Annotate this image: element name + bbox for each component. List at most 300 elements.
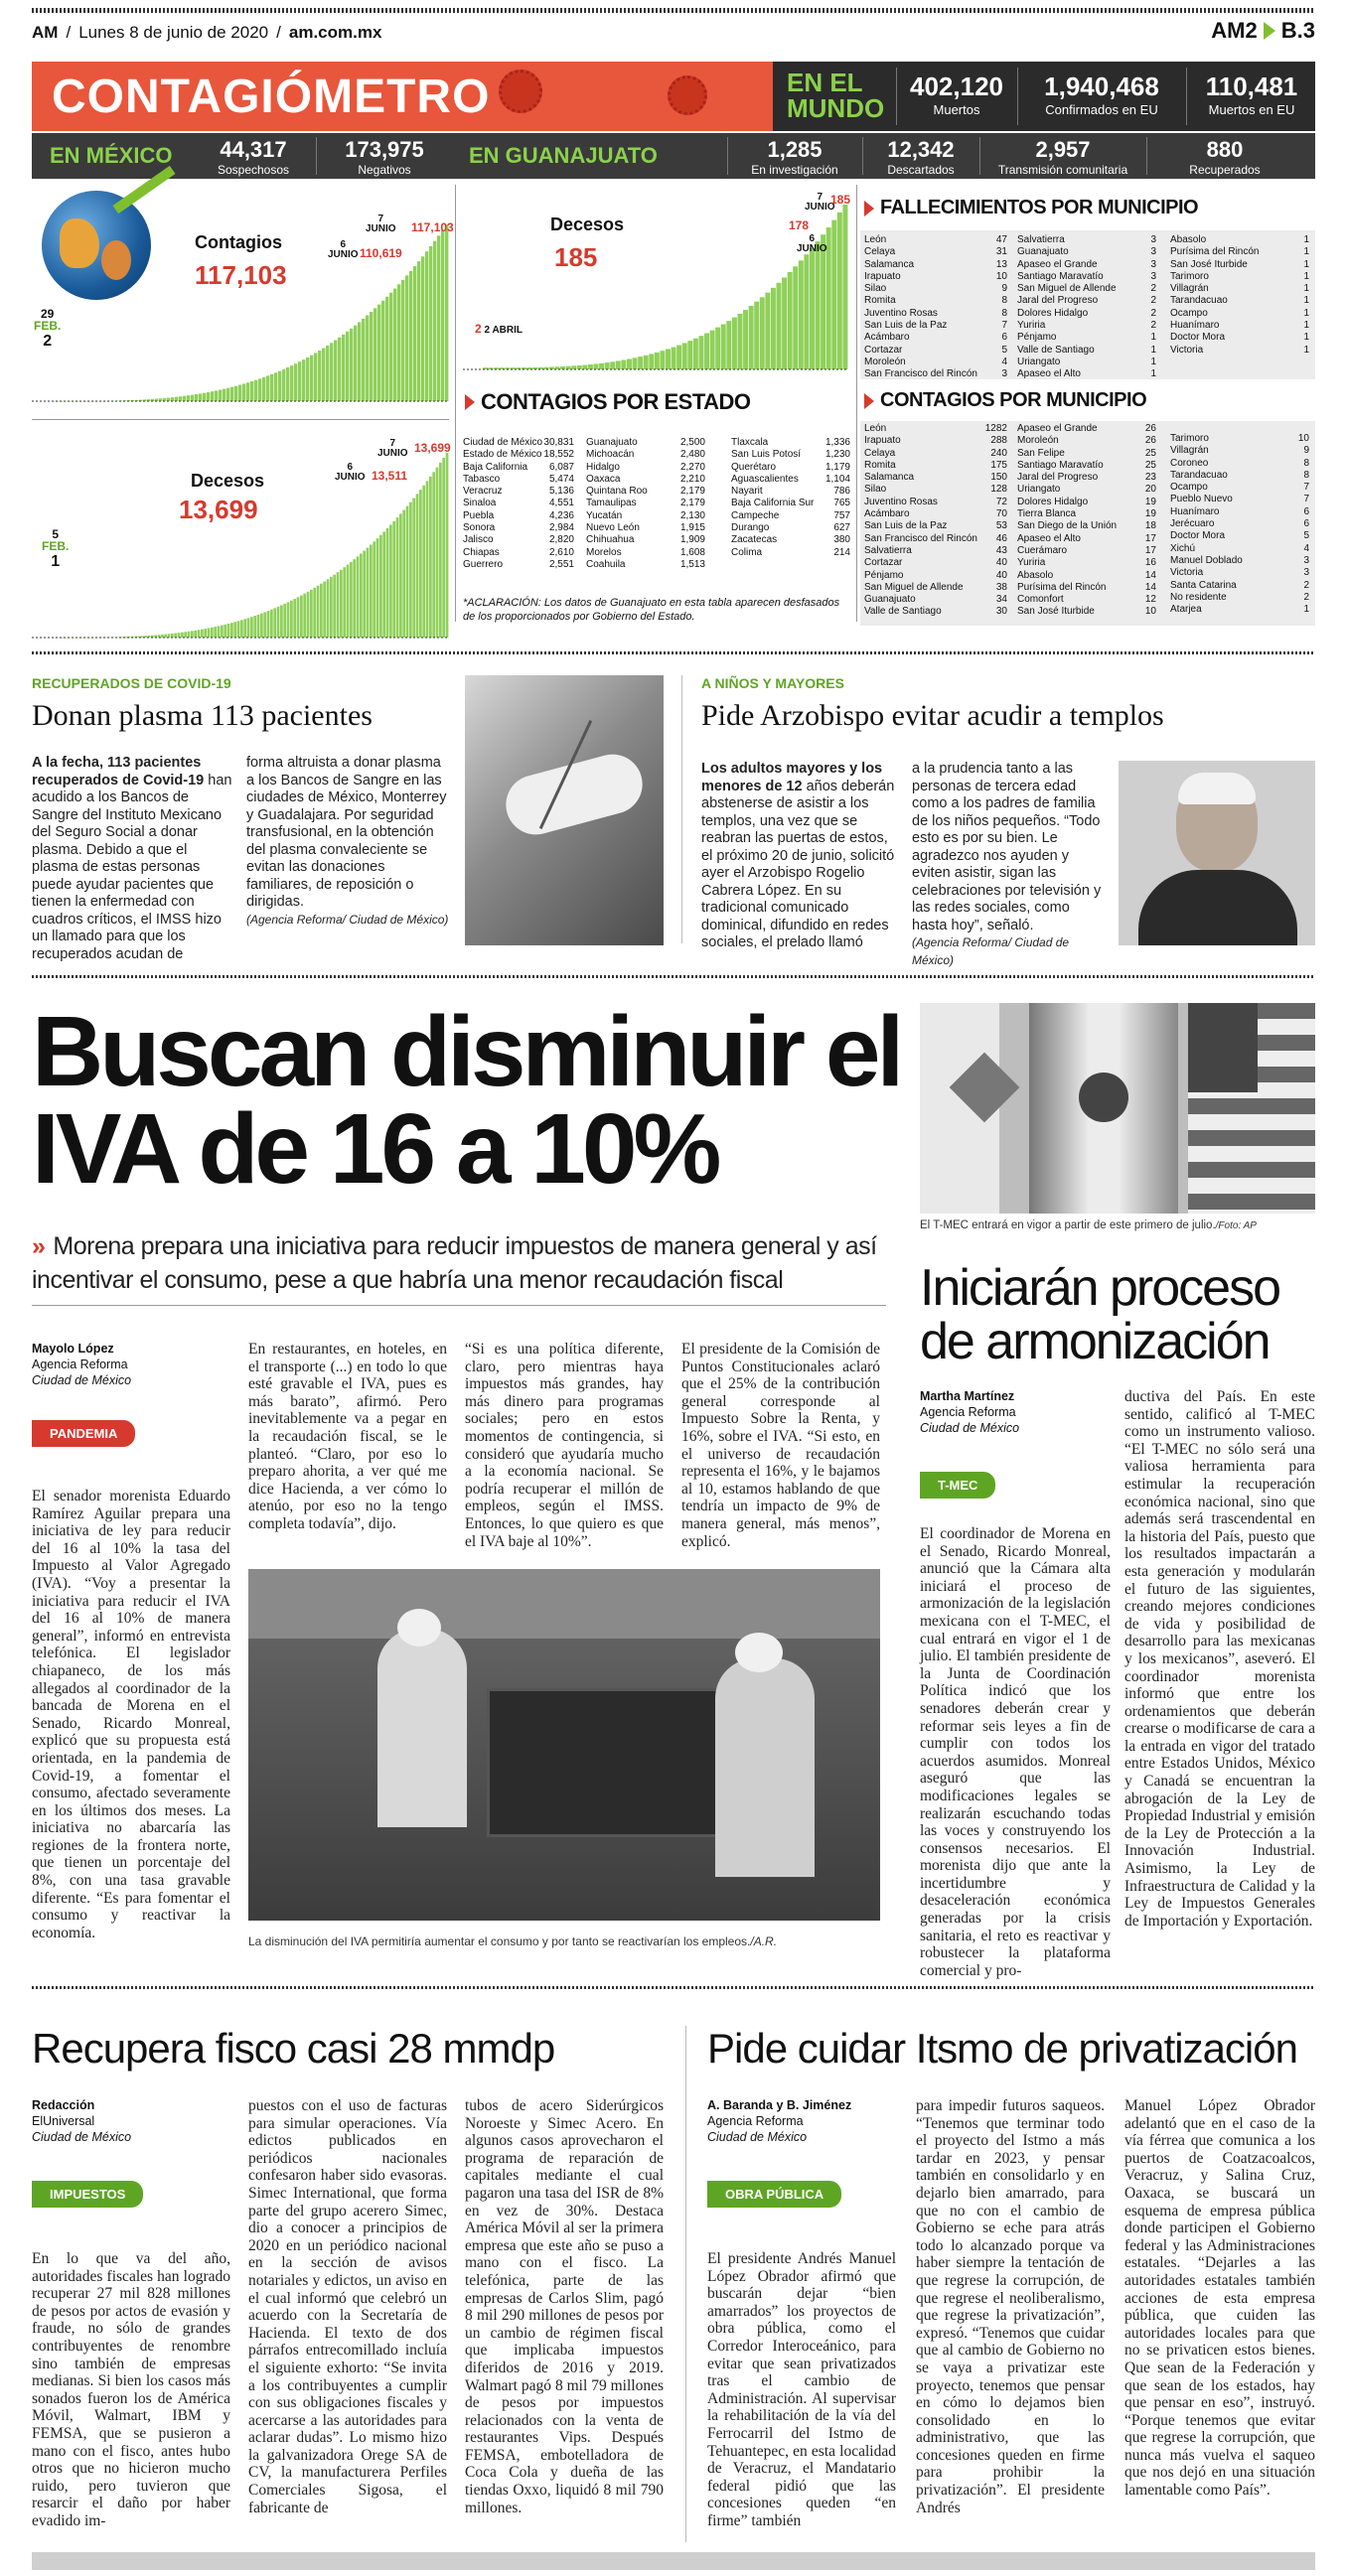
chart-bar	[445, 224, 448, 401]
masthead: AM / Lunes 8 de junio de 2020 / am.com.mx AM2 B.3	[32, 18, 1315, 43]
chart-bar	[582, 365, 587, 369]
factory-photo	[248, 1569, 880, 1921]
table-row: Moroleón 4	[864, 356, 1007, 367]
chart-bar	[370, 312, 373, 401]
chart-bar	[698, 336, 703, 369]
chart-bar	[293, 599, 296, 638]
chart-bar	[621, 359, 626, 369]
table-row: Baja California 6,087	[463, 461, 574, 473]
chart-bar	[413, 266, 416, 401]
table-row: Xichú 4	[1170, 542, 1309, 554]
section-marker	[1211, 18, 1315, 44]
table-row: Durango 627	[731, 522, 850, 534]
table-row: Acámbaro 70	[864, 508, 1007, 520]
templos-col1: Los adultos mayores y los menores de 12 años deberán abstenerse de asistir a los templos, una vez que se reabran las puertas de estos, el próximo 20 de junio, solicitó ayer el Arzobispo Rogelio Cabrera López. En su tradicional comunicado dominical, difundido en redes sociales, el prelado llamó	[701, 761, 895, 950]
table-row: Apaseo el Grande 26	[1017, 423, 1156, 434]
chart-bar	[330, 577, 333, 638]
table-row: Huanímaro 1	[1170, 320, 1309, 332]
chart-label-6: 6 JUNIO	[797, 233, 827, 254]
page-number: B.3	[1280, 18, 1315, 43]
table-row: Chiapas 2,610	[463, 546, 574, 558]
chart-bar	[605, 362, 610, 369]
chart-bar	[765, 293, 770, 369]
chart-bar	[323, 582, 326, 638]
chart-bar	[743, 310, 748, 369]
table-row: Atarjea 1	[1170, 604, 1309, 616]
chart-bar	[389, 293, 392, 401]
brand: AM	[32, 23, 59, 42]
us-deaths: 110,481 Muertos en EU	[1205, 72, 1298, 117]
chart-bar	[287, 602, 290, 638]
chart-bar	[396, 517, 399, 638]
table-row: San Diego de la Unión 18	[1017, 520, 1156, 532]
chart-bar	[233, 622, 236, 638]
flags-photo	[920, 1003, 1315, 1214]
chart-bar	[386, 528, 389, 638]
tmec-col1: El coordinador de Morena en el Senado, Ricardo Monreal, anunció que la Cámara alta iniciará el proceso de armonización de la legislación mexicana con el T-MEC, el cual entrará en vigor el 1 de julio. El también presidente de la Junta de Coordinación Política indicó que los senadores deberán crear y reformar seis leyes a fin de cumplir con todos los acuerdos asumidos. Monreal aseguró que las modificaciones legales se realizarán escuchando todas las voces y construyendo los consensos necesarios. El morenista dijo que ante la incertidumbre y desaceleración económica generadas por la crisis sanitaria, el reto es reactivar y robustecer la plataforma comercial y pro-	[920, 1525, 1111, 1979]
table-row: Celaya 31	[864, 246, 1007, 258]
table-row: Guerrero 2,551	[463, 558, 574, 570]
chart-bar	[258, 378, 261, 401]
table-row: Juventino Rosas 72	[864, 496, 1007, 507]
chart-bar	[263, 612, 266, 638]
chart-bar	[230, 623, 233, 638]
chart-bar	[183, 396, 186, 401]
chart-bar	[195, 394, 198, 401]
chart-bar	[303, 594, 306, 638]
chart-bar	[793, 266, 798, 369]
world-label: EN EL MUNDO	[787, 68, 885, 123]
table-row: Doctor Mora 1	[1170, 332, 1309, 344]
chart-bar	[240, 620, 243, 638]
gto-label: EN GUANAJUATO	[469, 143, 658, 168]
table-row: Chihuahua 1,909	[586, 534, 705, 546]
local-stats-row	[32, 133, 1315, 179]
table-row: Santiago Maravatío 3	[1017, 270, 1156, 282]
chart-bar	[280, 605, 283, 638]
chart-bar	[242, 383, 245, 401]
table-row: León 1282	[864, 423, 1007, 434]
table-row: Moroleón 26	[1017, 435, 1156, 447]
chart-bar	[422, 486, 425, 638]
tag-tmec: T-MEC	[920, 1472, 995, 1499]
chart-bar	[290, 365, 293, 401]
chart-bar	[633, 358, 638, 369]
chart-bar	[732, 318, 737, 369]
table-row: Sinaloa 4,551	[463, 498, 574, 509]
chart-bar	[379, 535, 382, 638]
chart-bar	[363, 551, 366, 638]
table-row: San Luis Potosí 1,230	[731, 449, 850, 461]
chart-bar	[253, 616, 256, 638]
chart-bar	[278, 371, 281, 401]
chart-bar	[334, 341, 337, 401]
chart-bar	[266, 375, 269, 401]
table-row: Baja California Sur 765	[731, 498, 850, 509]
chart-bar	[164, 635, 167, 638]
chart-bar	[238, 385, 241, 401]
chart-label-7: 7 JUNIO	[366, 214, 396, 234]
chart-bar	[358, 322, 361, 401]
chart-bar	[318, 351, 321, 401]
table-row: Jaral del Progreso 2	[1017, 295, 1156, 307]
chart-label-7: 7 JUNIO	[805, 192, 835, 213]
chart-bar	[362, 319, 365, 401]
chart-bar	[436, 468, 439, 638]
templos-col2: a la prudencia tanto a las personas de tercera edad como a los padres de familia de los niños pequeños. “Todo esto es por su bien. Le agradezco nos ayuden y eviten asistir, sigan las celebraciones por televisión y las redes sociales, como hasta hoy”, señaló. (Agencia Reforma/ Ciudad de México)	[912, 761, 1102, 967]
chart-bar	[221, 626, 224, 638]
chart-bar	[360, 553, 363, 638]
table-row: Pénjamo 1	[1017, 332, 1156, 344]
chart-bar	[682, 343, 687, 369]
chart-bar	[224, 625, 226, 638]
chart-bar	[273, 608, 276, 638]
chart-bar	[402, 510, 405, 638]
fisco-byline: Redacción ElUniversal Ciudad de México	[32, 2098, 132, 2144]
table-row: San Felipe 25	[1017, 447, 1156, 459]
table-row: Quintana Roo 2,179	[586, 486, 705, 498]
chart-bar	[226, 388, 229, 401]
chart-bar	[234, 386, 237, 401]
chart-bar	[310, 590, 313, 638]
tmec-col2: ductiva del País. En este sentido, calificó al T-MEC como un instrumento valioso. “El T-MEC no sólo será una valiosa herramienta para estimular la recuperación económica nacional, sino que además será trascendental en la historia del País, puesto que los resultados impactarán a esta generación y modularán el futuro de las siguientes, creando mejores condiciones de vida y posibilidad de desarrollo para las mexicanas y los mexicanos”, aseveró. El coordinador morenista informó que entre los ordenamientos que deberán crearse o modificarse de cara a la entrada en vigor del tratado entre Estados Unidos, México y Canadá se encuentran la abrogación de la Ley de Propiedad Industrial y emisión de la Ley de Protección a la Innovación Industrial. Asimismo, la Ley de Infraestructura de Calidad y la Ley de Impuestos Generales de Importación y Exportación.	[1124, 1388, 1315, 1930]
table-row: Cuerámaro 17	[1017, 544, 1156, 556]
chart-bar	[322, 348, 325, 401]
chart-bar	[599, 363, 604, 369]
chart-bar	[354, 326, 357, 401]
table-row: Apaseo el Alto 17	[1017, 532, 1156, 544]
chart-bar	[230, 387, 233, 401]
table-row: Acámbaro 6	[864, 332, 1007, 344]
chart-bar	[419, 490, 422, 638]
chart-bar	[250, 381, 253, 401]
chart-bar	[207, 392, 210, 401]
chart-bar	[353, 559, 356, 638]
chart-bar	[416, 494, 419, 638]
table-row: Oaxaca 2,210	[586, 473, 705, 485]
chart-value-6: 110,619	[360, 246, 402, 260]
chart-value-7: 117,103	[411, 220, 454, 234]
chart-bar	[771, 288, 776, 369]
templos-kicker: A NIÑOS Y MAYORES	[701, 675, 844, 691]
contagiometro-title: CONTAGIÓMETRO	[52, 71, 491, 123]
chart-bar	[211, 628, 214, 638]
table-row: San Luis de la Paz 7	[864, 320, 1007, 332]
fisco-col3: tubos de acero Siderúrgicos Noroeste y Simec Acero. En algunos casos aprovecharon el programa de reparación de capitales mediante el cual pagaron una tasa del ISR de 8% en vez de 30%. Destaca América Móvil al ser la primera empresa que este año se puso a mano con el fisco. La telefónica, parte de las empresas de Carlos Slim, pagó 8 mil 290 millones de pesos por un cambio de régimen fiscal que implicaba impuestos diferidos de 2016 y 2019. Walmart pagó 8 mil 79 millones de pesos por impuestos relacionados con la venta de restaurantes Vips. Después FEMSA, embotelladora de Coca Cola y dueña de las tiendas Oxxo, liquidó 8 mil 790 millones.	[465, 2097, 664, 2516]
chevron-icon	[864, 393, 874, 409]
iva-deck: » Morena prepara una iniciativa para reducir impuestos de manera general y así incentivar el consumo, pese a que habría una menor recaudación fiscal	[32, 1232, 877, 1294]
table-row: Abasolo 1	[1170, 234, 1309, 245]
table-row: Huanímaro 6	[1170, 505, 1309, 517]
chart-bar	[246, 382, 249, 401]
chart-bar	[203, 393, 206, 401]
chart-bar	[726, 321, 731, 369]
chart-bar	[178, 633, 181, 638]
table-row: Puebla 4,236	[463, 509, 574, 521]
chart-bar	[429, 477, 432, 638]
chart-label-7: 7 JUNIO	[377, 438, 408, 459]
table-row: Cortazar 5	[864, 344, 1007, 356]
table-row: León 47	[864, 234, 1007, 245]
chart-bar	[676, 346, 681, 369]
chart-bar	[294, 363, 297, 401]
chart-total: 185	[554, 242, 598, 272]
chart-bar	[754, 302, 759, 369]
table-row: Irapuato 10	[864, 270, 1007, 282]
table-row: Ocampo 1	[1170, 307, 1309, 319]
virus-icon	[499, 70, 542, 113]
chart-bar	[333, 575, 336, 638]
chart-bar	[194, 631, 197, 638]
chart-bar	[167, 397, 170, 401]
chart-title: Decesos	[191, 471, 265, 491]
municipio-table	[860, 421, 1315, 626]
chart-bar	[760, 297, 765, 369]
table-row: Morelos 1,608	[586, 546, 705, 558]
templos-headline: Pide Arzobispo evitar acudir a templos	[701, 699, 1164, 732]
table-row: Yuriria 16	[1017, 557, 1156, 569]
table-row: Guanajuato 34	[864, 594, 1007, 606]
chart-start-label: 2 2 ABRIL	[475, 322, 524, 336]
virus-icon	[668, 75, 707, 115]
chart-bar	[343, 567, 346, 638]
chart-bar	[749, 306, 754, 369]
chart-bar	[389, 524, 392, 638]
chart-bar	[426, 481, 429, 638]
gto-investigation: 1,285 En investigación	[751, 137, 838, 177]
chart-bar	[297, 597, 300, 638]
table-row: Yuriria 2	[1017, 320, 1156, 332]
chart-total: 117,103	[195, 260, 287, 290]
plasma-photo	[465, 675, 664, 945]
top-rule	[32, 8, 1315, 13]
table-row: Comonfort 12	[1017, 594, 1156, 606]
section-fallecimientos: FALLECIMIENTOS POR MUNICIPIO	[864, 197, 1198, 219]
chevron-icon	[864, 201, 874, 216]
chart-bar	[782, 277, 787, 369]
table-row: Romita 175	[864, 459, 1007, 471]
table-row: Tabasco 5,474	[463, 473, 574, 485]
table-row: Aguascalientes 1,104	[731, 473, 850, 485]
chart-bar	[346, 332, 349, 401]
chart-bar	[397, 284, 400, 401]
chart-bar	[432, 472, 435, 638]
chart-bar	[187, 395, 190, 401]
chart-bar	[347, 565, 350, 638]
chart-bar	[338, 338, 341, 401]
table-row: Purísima del Rincón 1	[1170, 246, 1309, 258]
iva-headline: Buscan disminuir el IVA de 16 a 10%	[32, 996, 901, 1205]
iva-col3: “Si es una política diferente, claro, pero mientras haya impuestos más grandes, hay más dinero para programas sociales; pero en estos momentos de contingencia, si consideró que ayudaría mucho a la economía nacional. Se podría recuperar el millón de empleos, según el IMSS. Entonces, lo que quiero es que el IVA baje al 10%”.	[465, 1341, 664, 1550]
chart-bar	[367, 548, 370, 638]
table-row: Uriangato 1	[1017, 356, 1156, 367]
gto-community: 2,957 Transmisión comunitaria	[997, 137, 1128, 177]
table-row: Querétaro 1,179	[731, 461, 850, 473]
table-row: Tamaulipas 2,179	[586, 498, 705, 509]
chart-bar	[405, 275, 408, 401]
chart-bar	[409, 271, 412, 401]
plasma-col1: A la fecha, 113 pacientes recuperados de Covid-19 han acudido a los Bancos de Sangre del Instituto Mexicano del Seguro Social a donar plasma. Debido a que el plasma de estas personas puede ayudar pacientes que tienen la enfermedad con cuadros críticos, el IMSS hizo un llamado para que los recuperados acudan de	[32, 755, 232, 962]
chart-bar	[816, 241, 821, 369]
chart-start-label: 5 FEB. 1	[42, 527, 70, 570]
chart-title: Decesos	[550, 215, 625, 234]
chart-bar	[223, 389, 225, 401]
iva-byline: Mayolo López Agencia Reforma Ciudad de México	[32, 1342, 132, 1387]
table-row: Manuel Doblado 3	[1170, 554, 1309, 566]
chart-bar	[399, 513, 402, 638]
chart-bar	[298, 361, 301, 401]
chart-bar	[327, 579, 330, 638]
table-row: San Francisco del Rincón 46	[864, 532, 1007, 544]
chart-value-6: 178	[789, 218, 810, 232]
table-row: Irapuato 288	[864, 435, 1007, 447]
table-row: Victoria 3	[1170, 567, 1309, 579]
chart-bar	[704, 333, 709, 369]
chart-bar	[401, 280, 404, 401]
table-row: Coahuila 1,513	[586, 558, 705, 570]
chart-bar	[737, 314, 742, 369]
table-row: San José Iturbide 1	[1170, 258, 1309, 270]
site-link[interactable]: am.com.mx	[288, 23, 382, 42]
chart-bar	[439, 463, 442, 638]
table-row: Santiago Maravatío 25	[1017, 459, 1156, 471]
chart-bar	[254, 380, 257, 401]
table-row: Hidalgo 2,270	[586, 461, 705, 473]
chart-bar	[429, 246, 432, 401]
chart-bar	[215, 390, 218, 401]
chart-bar	[350, 562, 353, 638]
chart-bar	[721, 324, 726, 369]
chart-bar	[649, 354, 654, 369]
flags-caption: El T-MEC entrará en vigor a partir de este primero de julio./Foto: AP	[920, 1219, 1257, 1231]
chart-bar	[307, 592, 310, 638]
istmo-col2: para impedir futuros saqueos. “Tenemos que terminar todo el proyecto del Istmo a más tardar en 2023, y pensar también en consolidarlo y en dejarlo bien amarrado, para que no con el cambio de Gobierno se eche para atrás todo lo alcanzado porque va haber siempre la tentación de que regrese la corrupción, de que regrese el neoliberalismo, que regrese la privatización”, expresó. “Tenemos que cuidar que al cambio de Gobierno no se vaya a privatizar este proyecto, tenemos que pensar en cómo lo dejamos bien consolidado en lo administrativo, que las concesiones queden en firme para prohibir la privatización”. El presidente Andrés	[916, 2097, 1105, 2516]
chart-bar	[214, 627, 217, 638]
chart-bar	[837, 213, 842, 369]
edition-date: Lunes 8 de junio de 2020	[78, 23, 269, 42]
section-contagios-estado: CONTAGIOS POR ESTADO	[465, 389, 751, 415]
table-row: Guanajuato 3	[1017, 246, 1156, 258]
chart-bar	[199, 393, 202, 401]
chart-bar	[208, 628, 211, 638]
table-row: Zacatecas 380	[731, 534, 850, 546]
chart-bar	[357, 556, 360, 638]
estado-col-1	[463, 437, 574, 571]
chart-bar	[219, 390, 222, 401]
table-row: Jalisco 2,820	[463, 534, 574, 546]
chart-bar	[687, 341, 692, 369]
iva-col2: En restaurantes, en hoteles, en el transporte (...) en todo lo que esté gravable el IVA, pues es más barato”, afirmó. Pero inevitablemente va a pegar en la recaudación fiscal, se le planteó. “Claro, por eso lo preparo ahorita, a ver qué me dice Hacienda, a ver cómo lo atenúo, por eso no la tengo completa todavía”, dijo.	[248, 1341, 447, 1532]
plasma-headline: Donan plasma 113 pacientes	[32, 699, 373, 732]
table-row: Veracruz 5,136	[463, 486, 574, 498]
table-row: San José Iturbide 10	[1017, 606, 1156, 618]
table-row: Juventino Rosas 8	[864, 307, 1007, 319]
table-row: Nayarit 786	[731, 486, 850, 498]
tag-pandemia: PANDEMIA	[32, 1420, 135, 1447]
archbishop-photo	[1119, 761, 1315, 945]
chart-bar	[374, 308, 376, 401]
table-row: San Miguel de Allende 2	[1017, 283, 1156, 295]
chart-bar	[317, 586, 320, 638]
chart-decesos-mx	[32, 425, 451, 647]
chart-bar	[594, 363, 599, 369]
fisco-col1: En lo que va del año, autoridades fiscales han logrado recuperar 27 mil 828 millones de pesos por actos de evasión y fraude, no sólo de grandes contribuyentes de renombre sino también de empresas medianas. Si bien los casos más sonados fueron los de América Móvil, Walmart, IBM y FEMSA, que se pusieron a mano con el fisco, antes hubo otros que no hicieron mucho ruido, pero tuvieron que resarcir el daño por haber evadido im-	[32, 2250, 230, 2529]
chart-bar	[181, 633, 184, 638]
chart-bar	[314, 353, 317, 401]
chart-bar	[377, 305, 380, 401]
chart-bar	[283, 604, 286, 638]
chart-bar	[250, 617, 253, 638]
table-row: Villagrán 9	[1170, 445, 1309, 457]
chart-bar	[320, 584, 323, 638]
section-contagios-municipio: CONTAGIOS POR MUNICIPIO	[864, 389, 1146, 412]
chart-bar	[644, 356, 649, 369]
chart-bar	[330, 343, 333, 401]
table-row: Santa Catarina 2	[1170, 579, 1309, 591]
arrow-icon	[1264, 22, 1275, 40]
chart-bar	[627, 358, 632, 369]
chart-bar	[446, 453, 449, 638]
chart-bar	[270, 374, 273, 401]
table-row: Salamanca 13	[864, 258, 1007, 270]
chart-bar	[337, 572, 340, 638]
istmo-headline: Pide cuidar Itsmo de privatización	[707, 2025, 1297, 2072]
istmo-col1: El presidente Andrés Manuel López Obrador afirmó que buscarán dejar “bien amarrados” los proyectos de obra pública, como el Corredor Interoceánico, para evitar que sean privatizados tras el cambio de Administración. Al supervisar la rehabilitación de la vía del Ferrocarril del Istmo de Tehuantepec, en esta localidad de Veracruz, el Mandatario federal pidió que las concesiones queden “en firme” también	[707, 2250, 896, 2529]
chart-bar	[204, 629, 207, 638]
chart-bar	[350, 329, 353, 401]
table-row: San Luis de la Paz 53	[864, 520, 1007, 532]
chart-bar	[300, 596, 303, 638]
chart-bar	[441, 230, 444, 401]
table-row: Salamanca 150	[864, 472, 1007, 484]
table-row: Dolores Hidalgo 2	[1017, 307, 1156, 319]
chart-bar	[171, 397, 174, 401]
chart-bar	[672, 348, 676, 369]
table-row: Valle de Santiago 1	[1017, 344, 1156, 356]
table-row: No residente 2	[1170, 591, 1309, 603]
iva-col4: El presidente de la Comisión de Puntos Constitucionales aclaró que el 25% de la contribución general corresponde al Impuesto Sobre la Renta, y 16%, sobre el IVA. “Si esto, en el universo de recaudación representa el 16%, y le bajamos al 10, estamos hablando de que tendría un impacto de 9% de manera general, más menos”, explicó.	[681, 1341, 880, 1550]
table-row: Abasolo 14	[1017, 569, 1156, 581]
table-row: Salvatierra 43	[864, 544, 1007, 556]
footer-rule	[32, 2552, 1315, 2570]
table-row: Campeche 757	[731, 509, 850, 521]
table-row: Ciudad de México 30,831	[463, 437, 574, 448]
chart-bar	[810, 248, 815, 369]
world-deaths: 402,120 Muertos	[910, 72, 1003, 117]
chart-bar	[406, 506, 409, 638]
chart-bar	[270, 610, 273, 638]
chart-bar	[184, 632, 187, 638]
chart-bar	[610, 361, 615, 369]
table-row: Tarandacuao 1	[1170, 295, 1309, 307]
table-row: Doctor Mora 5	[1170, 530, 1309, 542]
fisco-col2: puestos con el uso de facturas para simular operaciones. Vía edictos publicados en periódicos nacionales confesaron haber sido evasoras. Simec International, que forma parte del grupo acerero Simec, dio a conocer a principios de 2020 en un periódico nacional en la sección de avisos notariales y edictos, un aviso en el cual informó que celebró un acuerdo con la Secretaría de Hacienda. El texto de dos párrafos entrecomillado incluía el siguiente exhorto: “Se invita a los contribuyentes a cumplir con sus obligaciones fiscales y acercarse a las autoridades para aclarar dudas”. Lo mismo hizo la galvanizadora Orege SA de CV, la manufacturera Perfiles Comerciales Sigosa, el fabricante de	[248, 2097, 447, 2516]
section-name: AM2	[1211, 18, 1258, 43]
table-row: Tarandacuao 8	[1170, 469, 1309, 481]
chart-bar	[393, 289, 396, 401]
table-row: Pueblo Nuevo 7	[1170, 494, 1309, 505]
table-row: Salvatierra 3	[1017, 234, 1156, 245]
table-row: Estado de México 18,552	[463, 449, 574, 461]
chart-bar	[286, 367, 289, 401]
chart-bar	[385, 297, 388, 401]
chart-bar	[257, 615, 260, 638]
contagiometro-banner	[32, 62, 1315, 131]
istmo-col3: Manuel López Obrador adelantó que en el caso de la vía férrea que comunica a los puertos de Coatzacoalcos, Veracruz, y Salina Cruz, Oaxaca, se buscará un esquema de empresa pública donde participen el Gobierno federal y las Administraciones estatales. “Dejarles a las autoridades estatales también acciones de esta empresa pública, que cuiden las autoridades locales para que no se privaticen estos bienes. Que sean de la Federación y que sean de los estados, hay que pensar en eso”, instruyó. “Porque tenemos que evitar que regrese la corrupción, que nunca más vuelva el saqueo que nos dejó en una situación lamentable como País”.	[1124, 2097, 1315, 2500]
chart-bar	[191, 631, 194, 638]
table-row: Tarimoro 10	[1170, 433, 1309, 444]
table-row: Yucatán 2,130	[586, 509, 705, 521]
